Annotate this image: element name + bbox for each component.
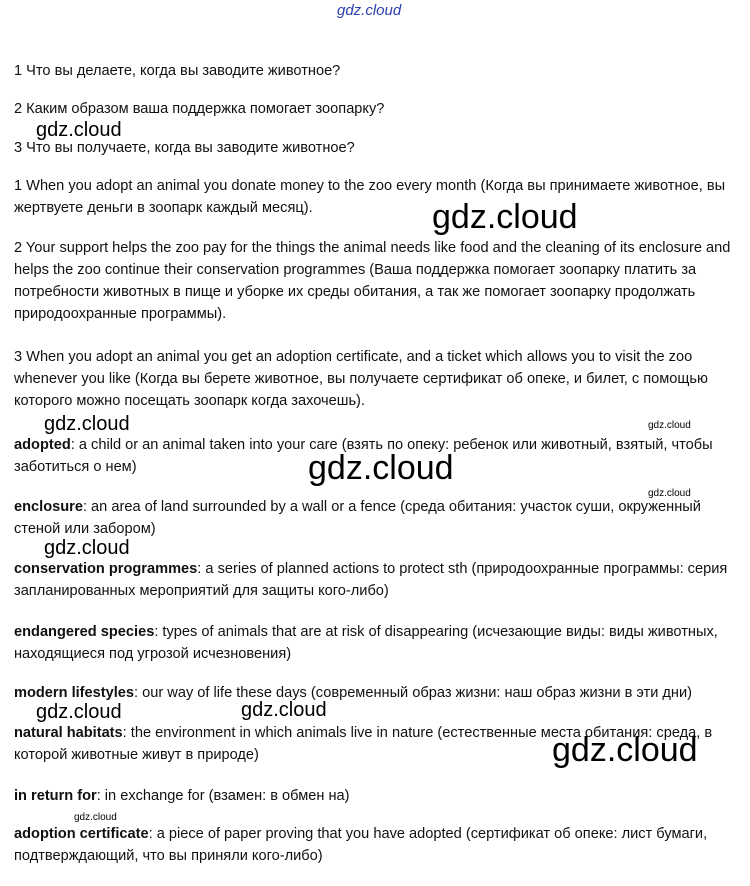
glossary-definition: : in exchange for (взамен: в обмен на) [96, 788, 350, 804]
watermark: gdz.cloud [36, 701, 122, 723]
glossary-term: adopted [14, 437, 71, 453]
question-1: 1 Что вы делаете, когда вы заводите животное? [14, 63, 341, 79]
glossary-definition: : a child or an animal taken into your care (взять по опеку: ребенок или животный, взятый, чтобы заботиться о нем) [14, 437, 713, 475]
glossary-entry-enclosure [14, 496, 734, 540]
question-3: 3 Что вы получаете, когда вы заводите животное? [14, 140, 355, 156]
watermark: gdz.cloud [432, 198, 578, 236]
glossary-term: adoption certificate [14, 826, 149, 842]
glossary-definition: : types of animals that are at risk of disappearing (исчезающие виды: виды животных, находящиеся под угрозой исчезновения) [14, 624, 718, 662]
watermark-top: gdz.cloud [337, 2, 402, 19]
glossary-entry-adoption-certificate [14, 823, 734, 867]
watermark: gdz.cloud [241, 699, 327, 721]
glossary-definition: : a piece of paper proving that you have adopted (сертификат об опеке: лист бумаги, подтверждающий, что вы приняли кого-либо) [14, 826, 708, 864]
watermark: gdz.cloud [74, 812, 117, 823]
watermark: gdz.cloud [36, 119, 122, 141]
watermark: gdz.cloud [44, 413, 130, 435]
glossary-term: modern lifestyles [14, 685, 135, 701]
watermark: gdz.cloud [308, 449, 454, 487]
glossary-definition: : a series of planned actions to protect sth (природоохранные программы: серия запланированных мероприятий для защиты кого-либо) [14, 561, 728, 599]
glossary-term: enclosure [14, 499, 83, 515]
watermark: gdz.cloud [648, 420, 691, 431]
glossary-entry-conservation-programmes [14, 558, 734, 602]
answer-2: 2 Your support helps the zoo pay for the things the animal needs like food and the cleaning of its enclosure and helps the zoo continue their conservation programmes (Ваша поддержка помогает зоопарку платить за потребности животных в пище и уборке их среды обитания, а так же помогает зоопарку продолжать природоохранные программы). [14, 240, 731, 322]
glossary-term: in return for [14, 788, 97, 804]
glossary-term: natural habitats [14, 725, 123, 741]
glossary-entry-modern-lifestyles [14, 682, 734, 704]
answer-3: 3 When you adopt an animal you get an adoption certificate, and a ticket which allows you to visit the zoo whenever you like (Когда вы берете животное, вы получаете сертификат об опеке, и билет, с помощью которого можно посещать зоопарк когда захочешь). [14, 349, 708, 409]
glossary-term: endangered species [14, 624, 155, 640]
watermark: gdz.cloud [648, 488, 691, 499]
glossary-definition: : an area of land surrounded by a wall or a fence (среда обитания: участок суши, окруженный стеной или забором) [14, 499, 701, 537]
answer-1: 1 When you adopt an animal you donate money to the zoo every month (Когда вы принимаете животное, вы жертвуете деньги в зоопарк каждый месяц). [14, 178, 726, 216]
glossary-entry-in-return-for [14, 785, 734, 807]
watermark: gdz.cloud [552, 731, 698, 769]
glossary-entry-endangered-species [14, 621, 734, 665]
glossary-term: conservation programmes [14, 561, 198, 577]
glossary-definition: : our way of life these days (современный образ жизни: наш образ жизни в эти дни) [134, 685, 692, 701]
question-2: 2 Каким образом ваша поддержка помогает зоопарку? [14, 101, 385, 117]
watermark: gdz.cloud [44, 537, 130, 559]
glossary-definition: : the environment in which animals live in nature (естественные места обитания: среда, в которой животные живут в природе) [14, 725, 713, 763]
